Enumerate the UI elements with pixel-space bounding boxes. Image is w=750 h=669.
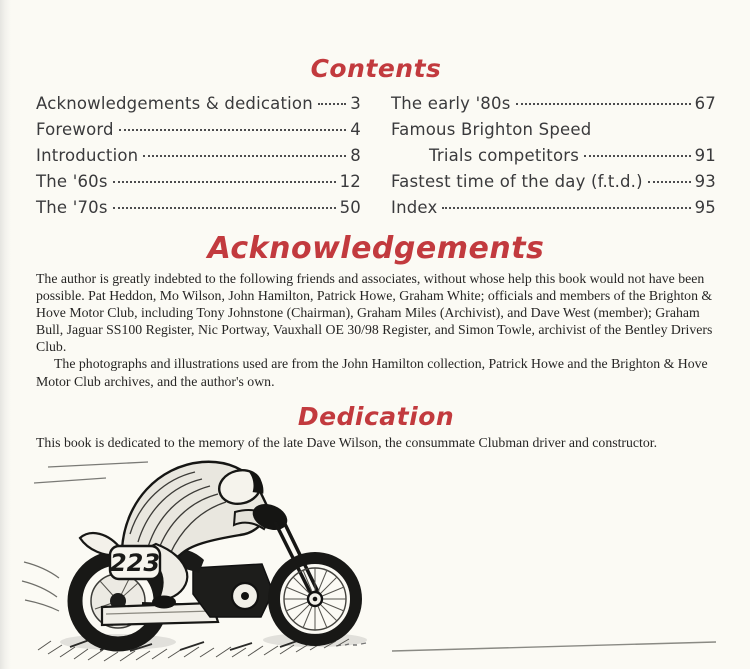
dedication-text: This book is dedicated to the memory of the late Dave Wilson, the consummate Clubman driver and constructor. [36, 434, 658, 450]
motorcycle-racer-drawing [0, 454, 750, 669]
leader-dots [442, 207, 690, 209]
toc-entry-70s [36, 198, 361, 224]
toc-entry-label: The '70s [36, 198, 108, 217]
motorcycle-illustration [0, 454, 750, 669]
toc-entry-fastest-time [391, 172, 716, 198]
ground-line [392, 642, 716, 651]
toc-entry-label: Fastest time of the day (f.t.d.) [391, 172, 643, 191]
toc-column-right [391, 94, 716, 224]
toc-entry-label: Acknowledgements & dedication [36, 94, 313, 113]
toc-page-number: 91 [694, 146, 716, 165]
number-plate [110, 546, 160, 579]
leader-dots [119, 129, 347, 131]
toc-page-number: 95 [694, 198, 716, 217]
toc-entry-60s [36, 172, 361, 198]
acknowledgements-section [36, 270, 716, 390]
acknowledgements-paragraph-2: The photographs and illustrations used are from the John Hamilton collection, Patrick Howe and the Brighton & Hove Motor Club archives, and the author's own. [36, 356, 708, 389]
toc-entry-introduction [36, 146, 361, 172]
toc-entry-label: Introduction [36, 146, 139, 165]
toc-entry-label: Trials competitors [429, 146, 580, 165]
toc-entry-label: Foreword [36, 120, 114, 139]
toc-entry-label: The '60s [36, 172, 108, 191]
leader-dots [584, 155, 691, 157]
table-of-contents [36, 94, 716, 224]
bike-and-rider-group [22, 462, 367, 661]
acknowledgements-paragraph-1: The author is greatly indebted to the following friends and associates, without whose help this book would not have been possible. Pat Heddon, Mo Wilson, John Hamilton, Patrick Howe, Graham White; officials and members of the Brighton & Hove Motor Club, including Tony Johnstone (Chairman), Graham Miles (Archivist), and Dave West (member); Graham Bull, Jaguar SS100 Register, Nic Portway, Vauxhall OE 30/98 Register, and Simon Towle, archivist of the Bentley Drivers Club. [36, 271, 713, 355]
speed-lines [34, 462, 148, 483]
toc-page-number: 8 [350, 146, 361, 165]
toc-entry-famous-brighton-speed [391, 120, 716, 146]
toc-page-number: 50 [339, 198, 361, 217]
toc-entry-label: Index [391, 198, 438, 217]
acknowledgements-title: Acknowledgements [207, 231, 545, 266]
toc-entry-trials-competitors [391, 146, 716, 172]
leader-dots [648, 181, 691, 183]
toc-entry-index [391, 198, 716, 224]
toc-entry-label: Famous Brighton Speed [391, 120, 592, 139]
leader-dots [113, 207, 336, 209]
toc-entry-foreword [36, 120, 361, 146]
leader-dots [516, 103, 691, 105]
front-wheel [274, 558, 356, 640]
toc-page-number: 93 [694, 172, 716, 191]
engine [193, 564, 273, 617]
toc-column-left [36, 94, 361, 224]
toc-page-number: 4 [350, 120, 361, 139]
toc-page-number: 67 [694, 94, 716, 113]
toc-entry-label: The early '80s [391, 94, 511, 113]
contents-title: Contents [310, 54, 442, 83]
toc-entry-acknowledgements [36, 94, 361, 120]
toc-entry-early-80s [391, 94, 716, 120]
toc-page-number: 12 [339, 172, 361, 191]
motion-streaks [22, 562, 59, 611]
leader-dots [113, 181, 336, 183]
race-number: 223 [109, 549, 161, 577]
leader-dots [318, 103, 346, 105]
leader-dots [143, 155, 346, 157]
toc-page-number: 3 [350, 94, 361, 113]
dedication-title: Dedication [297, 401, 455, 431]
rider-boot [152, 596, 176, 609]
